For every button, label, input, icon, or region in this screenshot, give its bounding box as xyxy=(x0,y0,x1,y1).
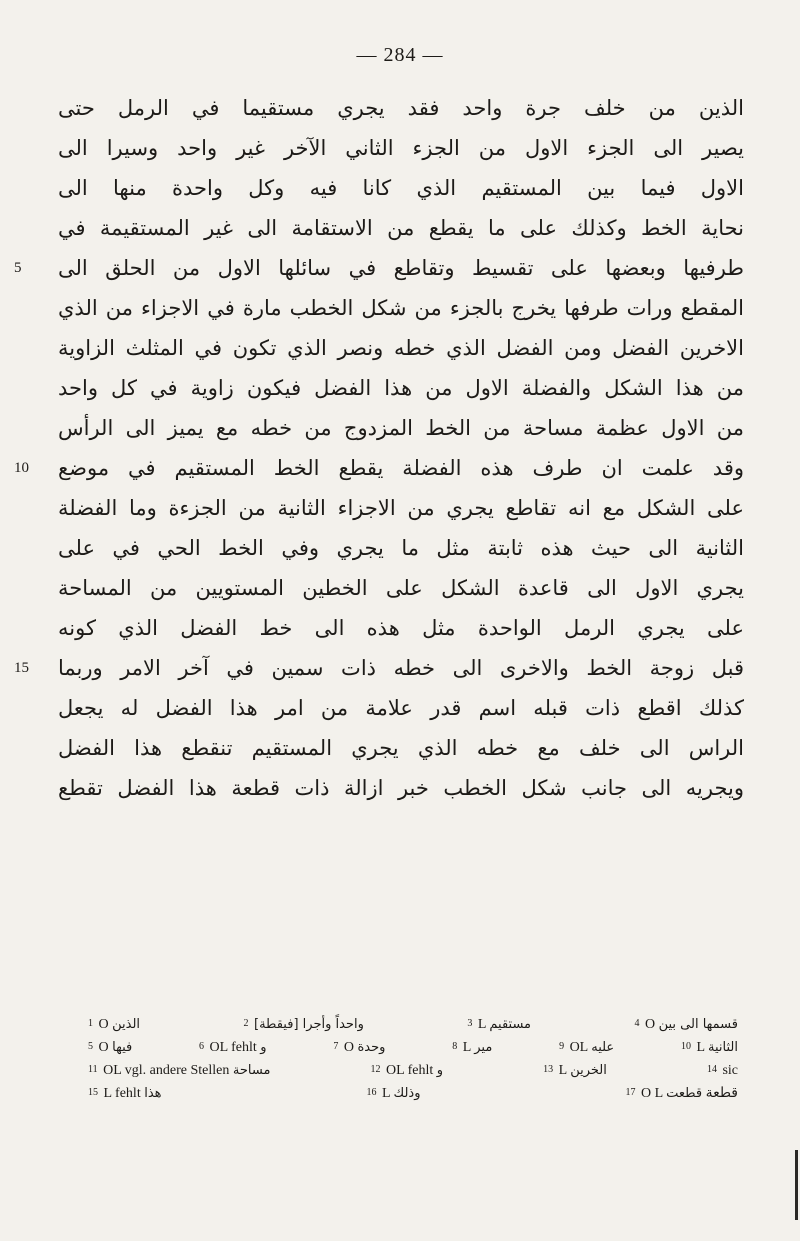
note-siglum: OL xyxy=(569,1040,588,1055)
line-text: على الشكل مع انه تقاطع يجري من الاجزاء الثانية من الجزءة وما الفضلة xyxy=(58,496,744,520)
apparatus-note xyxy=(634,1012,738,1035)
note-arabic: الثانية xyxy=(707,1040,738,1055)
apparatus-note xyxy=(559,1035,614,1058)
note-number: 13 xyxy=(543,1064,554,1075)
note-siglum: OL xyxy=(103,1063,122,1078)
line-number: 10 xyxy=(14,460,29,476)
apparatus-note xyxy=(707,1058,738,1081)
line-text: الاول فيما بين المستقيم الذي كانا فيه وكل واحدة منها الى xyxy=(58,176,744,200)
line-text: الثانية الى حيث هذه ثابتة مثل ما يجري وفي الخط الحي في على xyxy=(58,536,744,560)
note-siglum: L xyxy=(696,1040,705,1055)
note-number: 2 xyxy=(243,1018,249,1029)
line-text: من الاول عظمة مساحة من الخط المزدوج من خطه مع يميز الى الرأس xyxy=(58,416,744,440)
apparatus-note xyxy=(88,1058,270,1081)
text-line xyxy=(58,128,744,168)
note-siglum: L xyxy=(103,1086,112,1101)
note-number: 9 xyxy=(559,1041,565,1052)
text-line xyxy=(58,88,744,128)
note-number: 3 xyxy=(467,1018,473,1029)
line-text: الاخرين الفضل ومن الفضل الذي خطه ونصر الذي تكون في المثلث الزاوية xyxy=(58,336,744,360)
note-latin: vgl. andere Stellen xyxy=(124,1063,230,1078)
note-arabic: و xyxy=(436,1063,444,1078)
note-number: 11 xyxy=(88,1064,98,1075)
note-latin: fehlt xyxy=(231,1040,257,1055)
note-siglum: OL xyxy=(209,1040,228,1055)
apparatus-note xyxy=(467,1012,531,1035)
text-line xyxy=(58,488,744,528)
text-line xyxy=(58,728,744,768)
apparatus-note xyxy=(366,1081,420,1104)
note-arabic: مستقيم xyxy=(489,1017,532,1032)
text-line xyxy=(58,168,744,208)
note-siglum: L xyxy=(462,1040,471,1055)
text-line xyxy=(58,328,744,368)
text-line xyxy=(14,248,744,288)
note-arabic: الخرين xyxy=(570,1063,607,1078)
note-arabic: مير xyxy=(474,1040,493,1055)
apparatus-note xyxy=(88,1035,132,1058)
apparatus-row xyxy=(88,1012,738,1035)
line-text: يصير الى الجزء الاول من الجزء الثاني الآخر غير واحد وسيرا الى xyxy=(58,136,744,160)
note-arabic: قسمها الى بين xyxy=(658,1017,738,1032)
line-number: 15 xyxy=(14,660,29,676)
note-latin: sic xyxy=(722,1063,738,1078)
line-text: الذين من خلف جرة واحد فقد يجري مستقيما في الرمل حتى xyxy=(58,96,744,120)
apparatus-note xyxy=(452,1035,492,1058)
note-latin: L قطعة xyxy=(654,1086,738,1101)
apparatus-row xyxy=(88,1035,738,1058)
note-number: 1 xyxy=(88,1018,93,1029)
note-number: 15 xyxy=(88,1087,98,1098)
note-siglum: L xyxy=(477,1017,486,1032)
note-number: 17 xyxy=(625,1087,636,1098)
note-arabic: الذين xyxy=(112,1017,141,1032)
text-line xyxy=(58,608,744,648)
note-number: 14 xyxy=(706,1064,717,1075)
text-line xyxy=(58,568,744,608)
note-number: 16 xyxy=(366,1087,377,1098)
note-siglum: O xyxy=(644,1017,656,1032)
note-arabic: فيها xyxy=(112,1040,133,1055)
text-line xyxy=(58,368,744,408)
note-arabic: قطعت xyxy=(666,1086,703,1101)
note-number: 5 xyxy=(88,1041,93,1052)
note-latin: fehlt xyxy=(115,1086,141,1101)
note-siglum: L xyxy=(381,1086,391,1101)
note-number: 4 xyxy=(634,1018,640,1029)
note-arabic: عليه xyxy=(591,1040,615,1055)
line-text: وقد علمت ان طرف هذه الفضلة يقطع الخط المستقيم في موضع xyxy=(58,456,744,480)
page-edge-mark xyxy=(795,1150,798,1220)
line-text: يجري الاول الى قاعدة الشكل على الخطين المستويين من المساحة xyxy=(58,576,744,600)
note-number: 6 xyxy=(198,1041,204,1052)
line-text: من هذا الشكل والفضلة الاول من هذا الفضل فيكون زاوية في كل واحد xyxy=(58,376,744,400)
line-text: الراس الى خلف مع خطه الذي يجري المستقيم تنقطع هذا الفضل xyxy=(58,736,744,760)
note-arabic: [فيقطة] واحداً وأجرا xyxy=(254,1017,364,1032)
note-siglum: O xyxy=(640,1086,652,1101)
apparatus-row xyxy=(88,1058,738,1081)
apparatus-note xyxy=(244,1012,364,1035)
line-number: 5 xyxy=(14,260,22,276)
page-number: — 284 — xyxy=(356,44,444,66)
text-line xyxy=(58,408,744,448)
text-line xyxy=(14,648,744,688)
note-number: 8 xyxy=(452,1041,458,1052)
text-line xyxy=(58,288,744,328)
apparatus-note xyxy=(681,1035,738,1058)
note-siglum: L xyxy=(558,1063,567,1078)
note-arabic: وحدة xyxy=(357,1040,386,1055)
apparatus-row xyxy=(88,1081,738,1104)
apparatus-note xyxy=(543,1058,607,1081)
note-arabic: وذلك xyxy=(393,1086,421,1101)
line-text: قبل زوجة الخط والاخرى الى خطه ذات سمين في آخر الامر وربما xyxy=(58,656,744,680)
note-siglum: O xyxy=(98,1040,109,1055)
line-text: المقطع ورات طرفها يخرج بالجزء من شكل الخطب مارة في الاجزاء من الذي xyxy=(58,296,744,320)
note-siglum: OL xyxy=(385,1063,405,1078)
note-number: 12 xyxy=(370,1064,381,1075)
text-line xyxy=(58,768,744,808)
line-text: نحاية الخط وكذلك على ما يقطع من الاستقامة الى غير المستقيمة في xyxy=(58,216,744,240)
line-text: ويجريه الى جانب شكل الخطب خبر ازالة ذات قطعة هذا الفضل تقطع xyxy=(58,776,744,800)
arabic-body-text xyxy=(14,88,744,808)
line-text: كذلك اقطع ذات قبله اسم قدر علامة من امر هذا الفضل له يجعل xyxy=(58,696,744,720)
text-line xyxy=(58,528,744,568)
line-text: طرفيها وبعضها على تقسيط وتقاطع في سائلها الاول من الحلق الى xyxy=(58,256,744,280)
note-arabic: و xyxy=(260,1040,267,1055)
critical-apparatus xyxy=(88,1012,738,1104)
note-arabic: هذا xyxy=(144,1086,162,1101)
apparatus-note xyxy=(88,1012,140,1035)
note-number: 7 xyxy=(333,1041,339,1052)
note-arabic: مساحة xyxy=(232,1063,271,1078)
apparatus-note xyxy=(370,1058,443,1081)
note-siglum: O xyxy=(98,1017,109,1032)
note-latin: fehlt xyxy=(407,1063,434,1078)
apparatus-note xyxy=(88,1081,162,1104)
note-number: 10 xyxy=(680,1041,691,1052)
note-siglum: O xyxy=(343,1040,354,1055)
text-line xyxy=(14,448,744,488)
text-line xyxy=(58,688,744,728)
line-text: على يجري الرمل الواحدة مثل هذه الى خط الفضل الذي كونه xyxy=(58,616,744,640)
apparatus-note xyxy=(625,1081,738,1104)
apparatus-note xyxy=(333,1035,385,1058)
text-line xyxy=(58,208,744,248)
apparatus-note xyxy=(199,1035,267,1058)
